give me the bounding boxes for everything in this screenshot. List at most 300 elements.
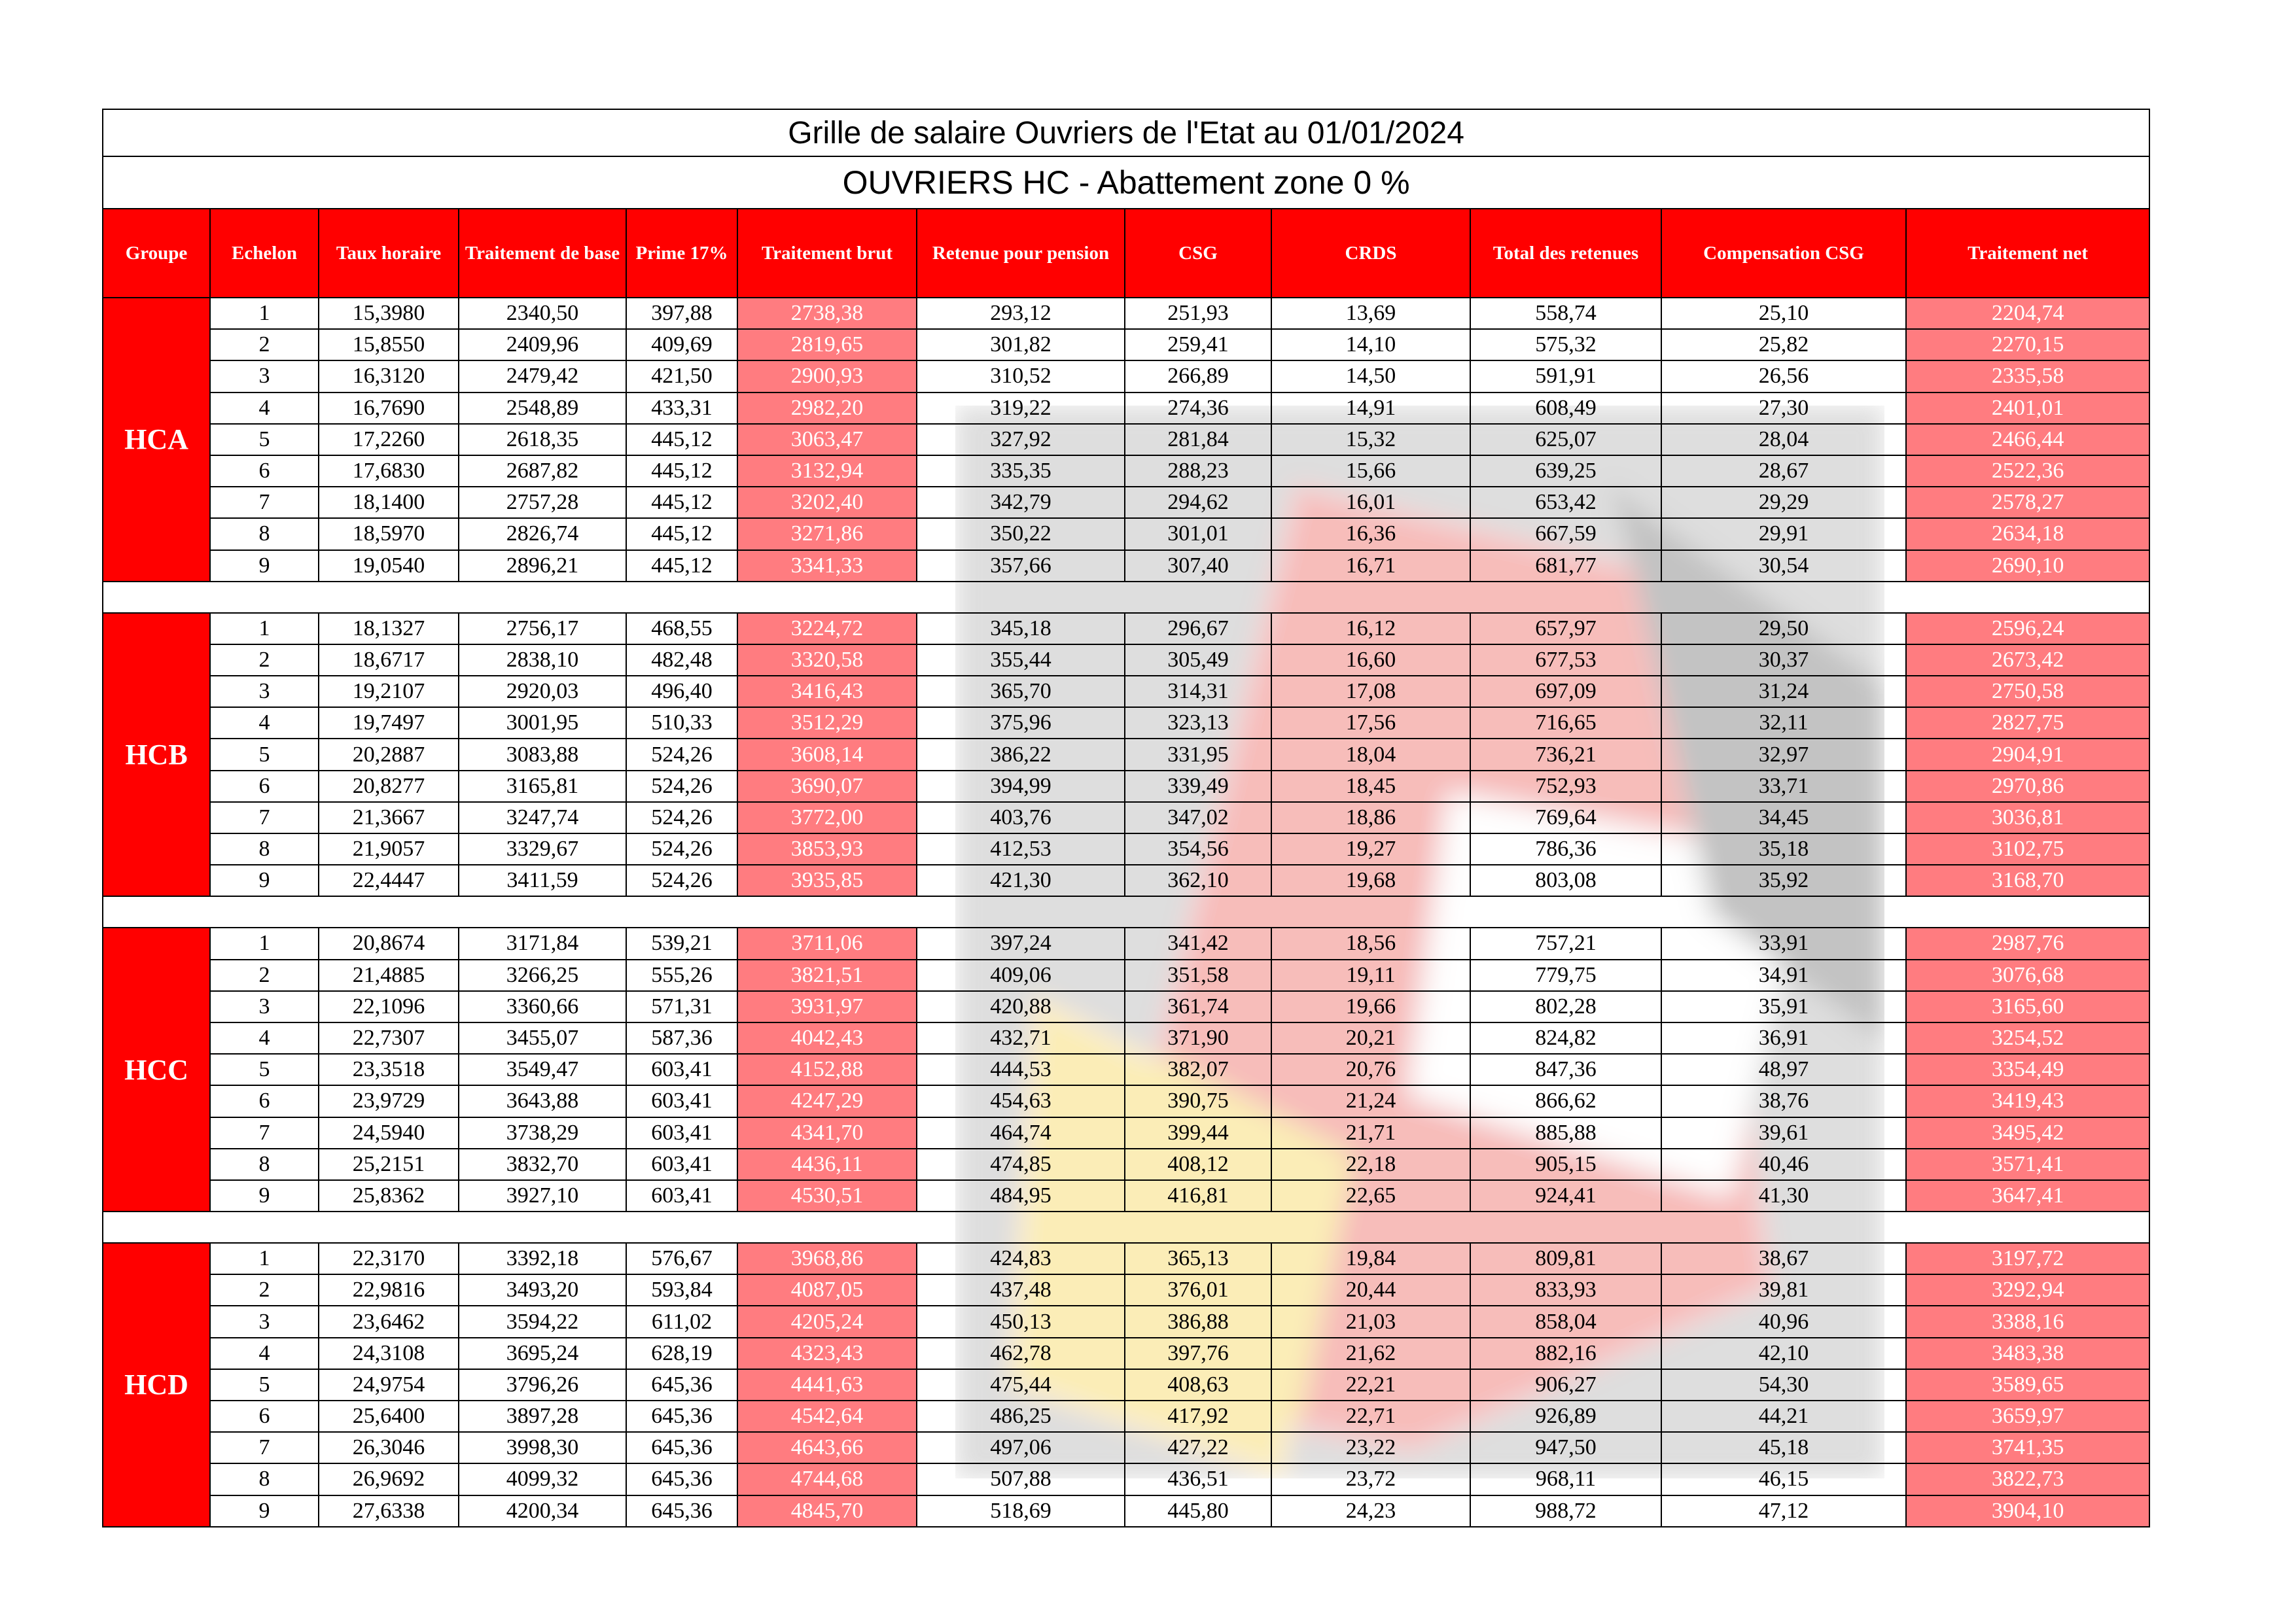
cell-prime: 433,31 (626, 393, 737, 424)
cell-csg: 399,44 (1125, 1117, 1271, 1149)
cell-crds: 18,86 (1271, 802, 1470, 833)
header-echelon: Echelon (210, 209, 319, 298)
header-traitement-brut: Traitement brut (737, 209, 917, 298)
cell-prime: 445,12 (626, 518, 737, 550)
cell-traitement-brut: 3935,85 (737, 865, 917, 896)
cell-compensation-csg: 29,91 (1661, 518, 1906, 550)
cell-prime: 510,33 (626, 707, 737, 739)
cell-compensation-csg: 35,18 (1661, 833, 1906, 865)
cell-traitement-brut: 3320,58 (737, 644, 917, 676)
cell-csg: 376,01 (1125, 1274, 1271, 1306)
cell-csg: 339,49 (1125, 771, 1271, 802)
cell-total-retenues: 786,36 (1470, 833, 1661, 865)
table-row (103, 1085, 2149, 1117)
cell-total-retenues: 558,74 (1470, 298, 1661, 329)
cell-prime: 645,36 (626, 1401, 737, 1432)
cell-traitement-net: 3822,73 (1906, 1463, 2149, 1495)
cell-total-retenues: 866,62 (1470, 1085, 1661, 1117)
table-row (103, 928, 2149, 959)
cell-csg: 307,40 (1125, 550, 1271, 582)
cell-retenue-pension: 375,96 (917, 707, 1125, 739)
cell-total-retenues: 905,15 (1470, 1149, 1661, 1180)
cell-prime: 482,48 (626, 644, 737, 676)
cell-total-retenues: 769,64 (1470, 802, 1661, 833)
cell-retenue-pension: 484,95 (917, 1180, 1125, 1212)
table-row (103, 550, 2149, 582)
cell-traitement-brut: 4152,88 (737, 1054, 917, 1085)
cell-csg: 301,01 (1125, 518, 1271, 550)
cell-retenue-pension: 420,88 (917, 991, 1125, 1022)
cell-crds: 19,27 (1271, 833, 1470, 865)
cell-prime: 524,26 (626, 739, 737, 770)
cell-retenue-pension: 365,70 (917, 676, 1125, 707)
cell-taux-horaire: 19,0540 (319, 550, 459, 582)
cell-csg: 331,95 (1125, 739, 1271, 770)
cell-retenue-pension: 454,63 (917, 1085, 1125, 1117)
cell-total-retenues: 803,08 (1470, 865, 1661, 896)
cell-echelon: 9 (210, 865, 319, 896)
cell-crds: 24,23 (1271, 1495, 1470, 1527)
cell-retenue-pension: 335,35 (917, 455, 1125, 487)
cell-prime: 468,55 (626, 613, 737, 644)
cell-traitement-net: 3419,43 (1906, 1085, 2149, 1117)
cell-total-retenues: 681,77 (1470, 550, 1661, 582)
cell-traitement-brut: 4247,29 (737, 1085, 917, 1117)
separator-cell (103, 896, 2149, 928)
cell-csg: 259,41 (1125, 329, 1271, 360)
group-label: HCA (103, 298, 210, 582)
cell-prime: 603,41 (626, 1117, 737, 1149)
cell-total-retenues: 639,25 (1470, 455, 1661, 487)
cell-echelon: 4 (210, 1338, 319, 1369)
cell-echelon: 5 (210, 1054, 319, 1085)
cell-traitement-net: 2970,86 (1906, 771, 2149, 802)
cell-crds: 22,71 (1271, 1401, 1470, 1432)
cell-prime: 445,12 (626, 455, 737, 487)
cell-csg: 436,51 (1125, 1463, 1271, 1495)
cell-retenue-pension: 293,12 (917, 298, 1125, 329)
cell-compensation-csg: 35,91 (1661, 991, 1906, 1022)
cell-echelon: 3 (210, 1306, 319, 1337)
cell-prime: 576,67 (626, 1243, 737, 1274)
page-subtitle: OUVRIERS HC - Abattement zone 0 % (103, 156, 2149, 209)
table-row (103, 644, 2149, 676)
cell-total-retenues: 968,11 (1470, 1463, 1661, 1495)
cell-compensation-csg: 44,21 (1661, 1401, 1906, 1432)
cell-total-retenues: 736,21 (1470, 739, 1661, 770)
cell-compensation-csg: 30,37 (1661, 644, 1906, 676)
cell-retenue-pension: 486,25 (917, 1401, 1125, 1432)
cell-echelon: 9 (210, 1495, 319, 1527)
cell-crds: 15,32 (1271, 424, 1470, 455)
cell-retenue-pension: 319,22 (917, 393, 1125, 424)
cell-traitement-brut: 4436,11 (737, 1149, 917, 1180)
cell-csg: 390,75 (1125, 1085, 1271, 1117)
cell-retenue-pension: 450,13 (917, 1306, 1125, 1337)
cell-taux-horaire: 20,2887 (319, 739, 459, 770)
cell-compensation-csg: 32,11 (1661, 707, 1906, 739)
cell-traitement-base: 2548,89 (459, 393, 626, 424)
cell-csg: 294,62 (1125, 487, 1271, 518)
table-row (103, 1463, 2149, 1495)
cell-echelon: 2 (210, 644, 319, 676)
table-row (103, 518, 2149, 550)
cell-traitement-base: 3329,67 (459, 833, 626, 865)
cell-prime: 645,36 (626, 1463, 737, 1495)
cell-traitement-brut: 4845,70 (737, 1495, 917, 1527)
cell-echelon: 1 (210, 613, 319, 644)
cell-taux-horaire: 23,3518 (319, 1054, 459, 1085)
cell-csg: 365,13 (1125, 1243, 1271, 1274)
cell-crds: 22,18 (1271, 1149, 1470, 1180)
cell-total-retenues: 833,93 (1470, 1274, 1661, 1306)
cell-traitement-base: 3083,88 (459, 739, 626, 770)
cell-csg: 266,89 (1125, 360, 1271, 392)
cell-crds: 21,24 (1271, 1085, 1470, 1117)
cell-prime: 603,41 (626, 1149, 737, 1180)
cell-traitement-brut: 3821,51 (737, 960, 917, 991)
header-prime: Prime 17% (626, 209, 737, 298)
cell-prime: 445,12 (626, 424, 737, 455)
cell-retenue-pension: 518,69 (917, 1495, 1125, 1527)
cell-compensation-csg: 35,92 (1661, 865, 1906, 896)
cell-retenue-pension: 403,76 (917, 802, 1125, 833)
cell-retenue-pension: 497,06 (917, 1432, 1125, 1463)
cell-total-retenues: 947,50 (1470, 1432, 1661, 1463)
cell-traitement-brut: 3711,06 (737, 928, 917, 959)
cell-compensation-csg: 54,30 (1661, 1369, 1906, 1401)
cell-traitement-base: 2687,82 (459, 455, 626, 487)
cell-echelon: 8 (210, 1463, 319, 1495)
cell-total-retenues: 885,88 (1470, 1117, 1661, 1149)
cell-retenue-pension: 301,82 (917, 329, 1125, 360)
cell-retenue-pension: 327,92 (917, 424, 1125, 455)
cell-traitement-base: 2896,21 (459, 550, 626, 582)
table-header-row (103, 209, 2149, 298)
header-compensation-csg: Compensation CSG (1661, 209, 1906, 298)
cell-traitement-brut: 4341,70 (737, 1117, 917, 1149)
cell-csg: 382,07 (1125, 1054, 1271, 1085)
cell-csg: 347,02 (1125, 802, 1271, 833)
cell-retenue-pension: 355,44 (917, 644, 1125, 676)
cell-csg: 281,84 (1125, 424, 1271, 455)
cell-total-retenues: 625,07 (1470, 424, 1661, 455)
cell-crds: 21,03 (1271, 1306, 1470, 1337)
cell-taux-horaire: 25,6400 (319, 1401, 459, 1432)
cell-csg: 354,56 (1125, 833, 1271, 865)
cell-traitement-net: 3904,10 (1906, 1495, 2149, 1527)
cell-taux-horaire: 18,1327 (319, 613, 459, 644)
cell-csg: 251,93 (1125, 298, 1271, 329)
cell-crds: 22,21 (1271, 1369, 1470, 1401)
cell-csg: 408,12 (1125, 1149, 1271, 1180)
table-row (103, 865, 2149, 896)
header-traitement-base: Traitement de base (459, 209, 626, 298)
cell-taux-horaire: 23,9729 (319, 1085, 459, 1117)
cell-traitement-brut: 4530,51 (737, 1180, 917, 1212)
cell-echelon: 5 (210, 739, 319, 770)
cell-traitement-base: 2756,17 (459, 613, 626, 644)
cell-traitement-net: 2987,76 (1906, 928, 2149, 959)
cell-traitement-base: 2920,03 (459, 676, 626, 707)
cell-taux-horaire: 25,2151 (319, 1149, 459, 1180)
cell-csg: 427,22 (1125, 1432, 1271, 1463)
cell-crds: 13,69 (1271, 298, 1470, 329)
cell-traitement-base: 3695,24 (459, 1338, 626, 1369)
cell-prime: 421,50 (626, 360, 737, 392)
cell-retenue-pension: 386,22 (917, 739, 1125, 770)
cell-echelon: 9 (210, 550, 319, 582)
cell-traitement-base: 2409,96 (459, 329, 626, 360)
group-separator (103, 896, 2149, 928)
cell-traitement-base: 3360,66 (459, 991, 626, 1022)
cell-total-retenues: 667,59 (1470, 518, 1661, 550)
cell-crds: 16,60 (1271, 644, 1470, 676)
cell-taux-horaire: 21,4885 (319, 960, 459, 991)
cell-compensation-csg: 26,56 (1661, 360, 1906, 392)
cell-traitement-base: 4099,32 (459, 1463, 626, 1495)
table-row (103, 707, 2149, 739)
cell-echelon: 8 (210, 518, 319, 550)
cell-compensation-csg: 25,82 (1661, 329, 1906, 360)
separator-cell (103, 582, 2149, 613)
table-row (103, 424, 2149, 455)
cell-compensation-csg: 30,54 (1661, 550, 1906, 582)
cell-csg: 386,88 (1125, 1306, 1271, 1337)
cell-retenue-pension: 507,88 (917, 1463, 1125, 1495)
cell-taux-horaire: 26,3046 (319, 1432, 459, 1463)
cell-total-retenues: 716,65 (1470, 707, 1661, 739)
header-taux-horaire: Taux horaire (319, 209, 459, 298)
cell-traitement-net: 2750,58 (1906, 676, 2149, 707)
cell-taux-horaire: 15,8550 (319, 329, 459, 360)
table-row (103, 1338, 2149, 1369)
cell-traitement-net: 3102,75 (1906, 833, 2149, 865)
cell-csg: 371,90 (1125, 1022, 1271, 1054)
table-row (103, 298, 2149, 329)
table-body (103, 298, 2149, 1527)
cell-prime: 645,36 (626, 1369, 737, 1401)
cell-traitement-brut: 4744,68 (737, 1463, 917, 1495)
cell-compensation-csg: 25,10 (1661, 298, 1906, 329)
table-row (103, 393, 2149, 424)
cell-traitement-brut: 3341,33 (737, 550, 917, 582)
cell-traitement-net: 2204,74 (1906, 298, 2149, 329)
cell-csg: 362,10 (1125, 865, 1271, 896)
cell-compensation-csg: 31,24 (1661, 676, 1906, 707)
cell-total-retenues: 882,16 (1470, 1338, 1661, 1369)
cell-csg: 408,63 (1125, 1369, 1271, 1401)
table-row (103, 771, 2149, 802)
cell-total-retenues: 653,42 (1470, 487, 1661, 518)
cell-prime: 611,02 (626, 1306, 737, 1337)
cell-traitement-base: 2838,10 (459, 644, 626, 676)
cell-crds: 14,50 (1271, 360, 1470, 392)
cell-retenue-pension: 357,66 (917, 550, 1125, 582)
cell-csg: 288,23 (1125, 455, 1271, 487)
cell-total-retenues: 809,81 (1470, 1243, 1661, 1274)
group-label: HCC (103, 928, 210, 1212)
cell-total-retenues: 906,27 (1470, 1369, 1661, 1401)
cell-traitement-net: 3354,49 (1906, 1054, 2149, 1085)
cell-prime: 603,41 (626, 1085, 737, 1117)
table-row (103, 1401, 2149, 1432)
cell-prime: 524,26 (626, 771, 737, 802)
cell-prime: 496,40 (626, 676, 737, 707)
cell-traitement-brut: 4323,43 (737, 1338, 917, 1369)
cell-taux-horaire: 22,7307 (319, 1022, 459, 1054)
cell-retenue-pension: 421,30 (917, 865, 1125, 896)
cell-retenue-pension: 444,53 (917, 1054, 1125, 1085)
table-row (103, 455, 2149, 487)
table-row (103, 1495, 2149, 1527)
cell-echelon: 8 (210, 1149, 319, 1180)
cell-traitement-brut: 2738,38 (737, 298, 917, 329)
cell-traitement-base: 3738,29 (459, 1117, 626, 1149)
cell-total-retenues: 926,89 (1470, 1401, 1661, 1432)
cell-traitement-brut: 2982,20 (737, 393, 917, 424)
cell-compensation-csg: 34,91 (1661, 960, 1906, 991)
table-row (103, 739, 2149, 770)
table-row (103, 833, 2149, 865)
cell-traitement-brut: 3512,29 (737, 707, 917, 739)
cell-compensation-csg: 40,46 (1661, 1149, 1906, 1180)
cell-echelon: 6 (210, 455, 319, 487)
cell-csg: 296,67 (1125, 613, 1271, 644)
cell-traitement-net: 2904,91 (1906, 739, 2149, 770)
cell-taux-horaire: 16,7690 (319, 393, 459, 424)
cell-prime: 571,31 (626, 991, 737, 1022)
table-row (103, 1243, 2149, 1274)
cell-taux-horaire: 21,3667 (319, 802, 459, 833)
cell-crds: 18,04 (1271, 739, 1470, 770)
cell-echelon: 6 (210, 1401, 319, 1432)
cell-traitement-brut: 4542,64 (737, 1401, 917, 1432)
cell-traitement-base: 2826,74 (459, 518, 626, 550)
cell-traitement-base: 2340,50 (459, 298, 626, 329)
cell-crds: 19,68 (1271, 865, 1470, 896)
cell-compensation-csg: 32,97 (1661, 739, 1906, 770)
table-row (103, 1306, 2149, 1337)
cell-traitement-net: 3647,41 (1906, 1180, 2149, 1212)
cell-retenue-pension: 409,06 (917, 960, 1125, 991)
cell-compensation-csg: 33,71 (1661, 771, 1906, 802)
cell-traitement-net: 3659,97 (1906, 1401, 2149, 1432)
cell-taux-horaire: 23,6462 (319, 1306, 459, 1337)
table-row (103, 360, 2149, 392)
cell-echelon: 5 (210, 1369, 319, 1401)
cell-retenue-pension: 310,52 (917, 360, 1125, 392)
cell-traitement-base: 3549,47 (459, 1054, 626, 1085)
cell-retenue-pension: 412,53 (917, 833, 1125, 865)
cell-crds: 16,36 (1271, 518, 1470, 550)
cell-prime: 603,41 (626, 1054, 737, 1085)
table-row (103, 1117, 2149, 1149)
cell-traitement-brut: 4643,66 (737, 1432, 917, 1463)
cell-retenue-pension: 394,99 (917, 771, 1125, 802)
cell-echelon: 4 (210, 1022, 319, 1054)
cell-retenue-pension: 397,24 (917, 928, 1125, 959)
cell-traitement-brut: 4087,05 (737, 1274, 917, 1306)
cell-traitement-base: 3266,25 (459, 960, 626, 991)
cell-csg: 351,58 (1125, 960, 1271, 991)
cell-echelon: 7 (210, 487, 319, 518)
cell-crds: 15,66 (1271, 455, 1470, 487)
cell-crds: 22,65 (1271, 1180, 1470, 1212)
cell-taux-horaire: 22,4447 (319, 865, 459, 896)
cell-echelon: 7 (210, 1117, 319, 1149)
cell-crds: 14,10 (1271, 329, 1470, 360)
cell-compensation-csg: 33,91 (1661, 928, 1906, 959)
cell-taux-horaire: 18,1400 (319, 487, 459, 518)
cell-traitement-net: 3571,41 (1906, 1149, 2149, 1180)
cell-csg: 314,31 (1125, 676, 1271, 707)
cell-taux-horaire: 19,2107 (319, 676, 459, 707)
cell-echelon: 3 (210, 991, 319, 1022)
cell-echelon: 2 (210, 960, 319, 991)
cell-prime: 645,36 (626, 1495, 737, 1527)
header-crds: CRDS (1271, 209, 1470, 298)
cell-csg: 397,76 (1125, 1338, 1271, 1369)
cell-compensation-csg: 29,50 (1661, 613, 1906, 644)
cell-echelon: 5 (210, 424, 319, 455)
cell-prime: 397,88 (626, 298, 737, 329)
cell-traitement-base: 3455,07 (459, 1022, 626, 1054)
cell-traitement-net: 3254,52 (1906, 1022, 2149, 1054)
cell-echelon: 6 (210, 771, 319, 802)
cell-compensation-csg: 27,30 (1661, 393, 1906, 424)
cell-crds: 17,08 (1271, 676, 1470, 707)
cell-traitement-base: 3392,18 (459, 1243, 626, 1274)
cell-total-retenues: 858,04 (1470, 1306, 1661, 1337)
cell-taux-horaire: 22,1096 (319, 991, 459, 1022)
cell-retenue-pension: 464,74 (917, 1117, 1125, 1149)
cell-prime: 524,26 (626, 802, 737, 833)
cell-taux-horaire: 22,3170 (319, 1243, 459, 1274)
cell-total-retenues: 924,41 (1470, 1180, 1661, 1212)
cell-prime: 628,19 (626, 1338, 737, 1369)
table-row (103, 613, 2149, 644)
cell-retenue-pension: 342,79 (917, 487, 1125, 518)
cell-csg: 361,74 (1125, 991, 1271, 1022)
cell-traitement-net: 2690,10 (1906, 550, 2149, 582)
cell-traitement-base: 3594,22 (459, 1306, 626, 1337)
cell-traitement-base: 3643,88 (459, 1085, 626, 1117)
cell-taux-horaire: 19,7497 (319, 707, 459, 739)
table-row (103, 1054, 2149, 1085)
cell-traitement-brut: 4205,24 (737, 1306, 917, 1337)
cell-taux-horaire: 20,8277 (319, 771, 459, 802)
cell-compensation-csg: 36,91 (1661, 1022, 1906, 1054)
cell-taux-horaire: 22,9816 (319, 1274, 459, 1306)
cell-compensation-csg: 47,12 (1661, 1495, 1906, 1527)
cell-traitement-base: 3001,95 (459, 707, 626, 739)
cell-taux-horaire: 17,2260 (319, 424, 459, 455)
cell-traitement-brut: 2819,65 (737, 329, 917, 360)
cell-total-retenues: 757,21 (1470, 928, 1661, 959)
cell-echelon: 2 (210, 329, 319, 360)
cell-traitement-brut: 3772,00 (737, 802, 917, 833)
cell-traitement-brut: 3416,43 (737, 676, 917, 707)
cell-taux-horaire: 24,3108 (319, 1338, 459, 1369)
cell-traitement-net: 2634,18 (1906, 518, 2149, 550)
cell-echelon: 3 (210, 676, 319, 707)
cell-crds: 23,22 (1271, 1432, 1470, 1463)
cell-total-retenues: 697,09 (1470, 676, 1661, 707)
table-row (103, 991, 2149, 1022)
cell-prime: 524,26 (626, 865, 737, 896)
cell-taux-horaire: 27,6338 (319, 1495, 459, 1527)
